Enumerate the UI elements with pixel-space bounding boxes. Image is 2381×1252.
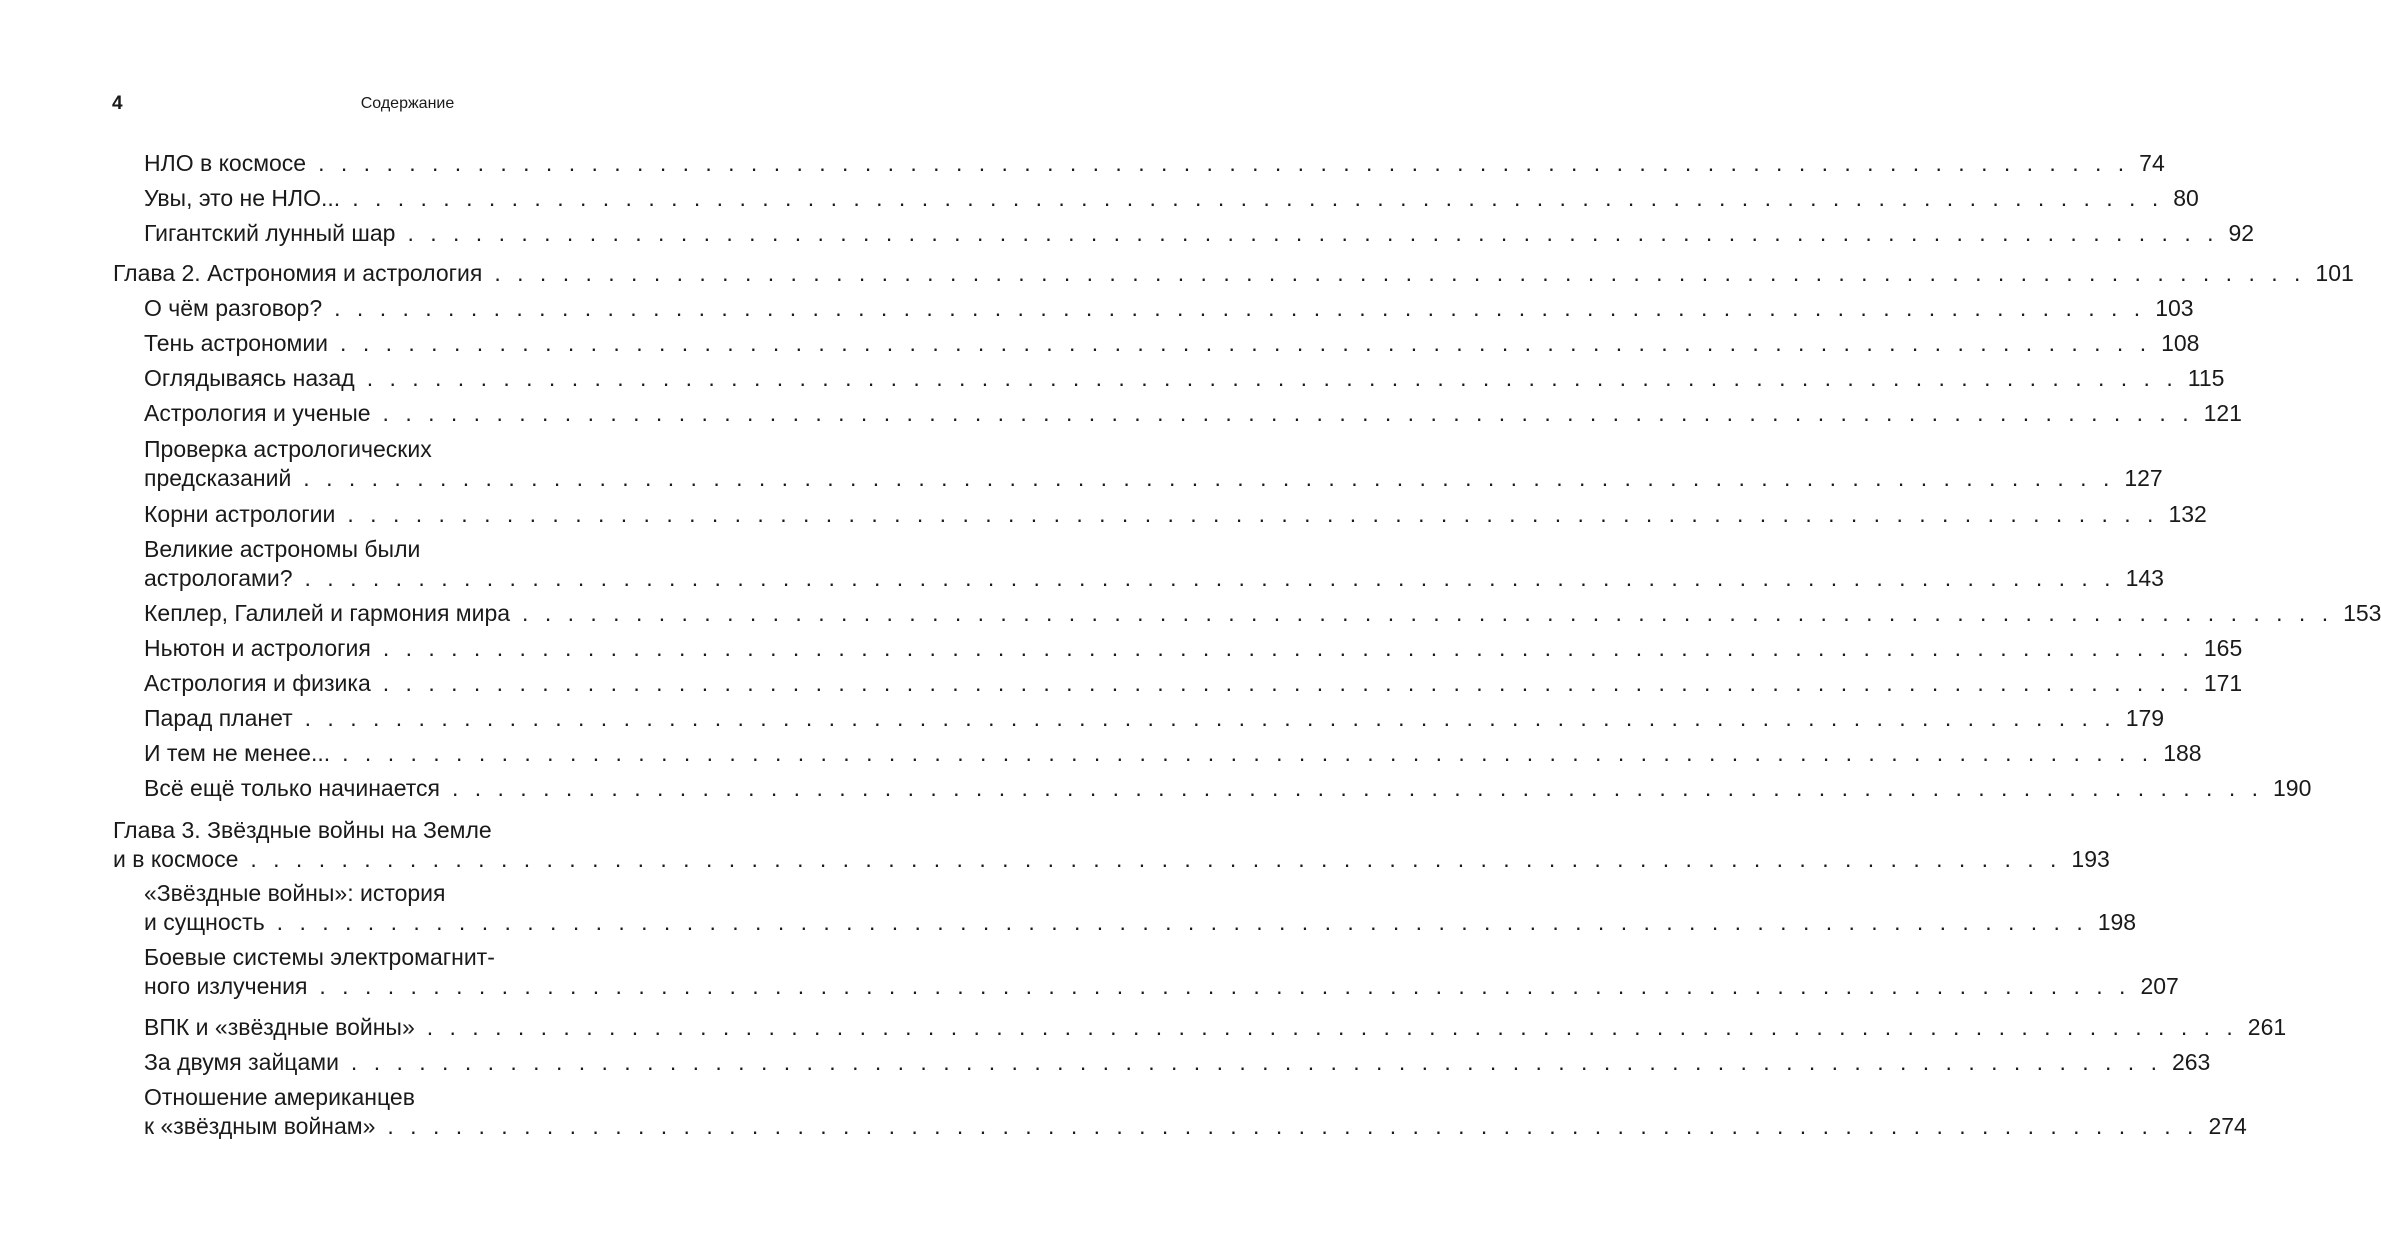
toc-entry-title: Оглядываясь назад xyxy=(144,365,355,391)
toc-entry-title: Глава 2. Астрономия и астрология xyxy=(113,260,483,286)
toc-page-number: 80 xyxy=(2173,185,2199,211)
toc-entry-title: Астрология и физика xyxy=(144,670,371,696)
dot-leader: . . . . . . . . . . . . . . . . . . . . . . . . . . . . . . . . . . . . . . . . . . . . . . . . . . . . . . . . . . . . . . . . . . . . . . . . . . . . . . . . xyxy=(342,740,2154,766)
toc-entry-title: ного излучения xyxy=(144,973,308,999)
toc-entry-line xyxy=(113,258,2354,288)
toc-page-number: 193 xyxy=(2071,846,2110,872)
toc-entry-line xyxy=(144,878,702,908)
toc-page-number: 179 xyxy=(2125,705,2165,731)
dot-leader: . . . . . . . . . . . . . . . . . . . . . . . . . . . . . . . . . . . . . . . . . . . . . . . . . . . . . . . . . . . . . . . . . . . . . . . . . . . . . . . . xyxy=(250,846,2062,872)
toc-section-entry[interactable] xyxy=(144,738,2202,768)
toc-section-entry[interactable] xyxy=(144,633,2243,663)
toc-entry-line xyxy=(144,148,2165,178)
toc-entry-title: Проверка астрологических xyxy=(144,436,432,462)
toc-page-number: 121 xyxy=(2203,400,2242,426)
toc-page-number: 103 xyxy=(2155,295,2194,321)
toc-entry-line xyxy=(144,942,702,972)
toc-section-entry[interactable] xyxy=(144,398,2242,428)
toc-entry-title: Глава 3. Звёздные войны на Земле xyxy=(113,817,492,843)
toc-section-entry[interactable] xyxy=(144,218,2255,248)
toc-page-number: 165 xyxy=(2203,635,2243,661)
toc-section-entry[interactable] xyxy=(144,773,2312,803)
dot-leader: . . . . . . . . . . . . . . . . . . . . . . . . . . . . . . . . . . . . . . . . . . . . . . . . . . . . . . . . . . . . . . . . . . . . . . . . . . . . . . . . xyxy=(382,400,2194,426)
toc-entry-title: О чём разговор? xyxy=(144,295,323,321)
toc-entry-title: Кеплер, Галилей и гармония мира xyxy=(144,600,511,626)
toc-entry-title: Корни астрологии xyxy=(144,501,336,527)
toc-entry-title: и сущность xyxy=(144,909,265,935)
toc-entry-line xyxy=(144,328,2200,358)
toc-entry-line xyxy=(144,1111,2247,1141)
toc-entry-title: И тем не менее... xyxy=(144,740,331,766)
toc-section-entry[interactable] xyxy=(144,148,2165,178)
toc-entry-title: Всё ещё только начинается xyxy=(144,775,440,801)
toc-section-entry[interactable] xyxy=(144,878,2137,937)
toc-entry-line xyxy=(144,907,2137,937)
toc-page-number: 171 xyxy=(2203,670,2243,696)
dot-leader: . . . . . . . . . . . . . . . . . . . . . . . . . . . . . . . . . . . . . . . . . . . . . . . . . . . . . . . . . . . . . . . . . . . . . . . . . . . . . . . . xyxy=(366,365,2178,391)
dot-leader: . . . . . . . . . . . . . . . . . . . . . . . . . . . . . . . . . . . . . . . . . . . . . . . . . . . . . . . . . . . . . . . . . . . . . . . . . . . . . . . . xyxy=(352,185,2164,211)
dot-leader: . . . . . . . . . . . . . . . . . . . . . . . . . . . . . . . . . . . . . . . . . . . . . . . . . . . . . . . . . . . . . . . . . . . . . . . . . . . . . . . . xyxy=(387,1113,2199,1139)
toc-page-number: 115 xyxy=(2187,365,2225,391)
toc-entry-line xyxy=(144,738,2202,768)
dot-leader: . . . . . . . . . . . . . . . . . . . . . . . . . . . . . . . . . . . . . . . . . . . . . . . . . . . . . . . . . . . . . . . . . . . . . . . . . . . . . . . . xyxy=(304,565,2116,591)
toc-entry-title: Тень астрономии xyxy=(144,330,329,356)
toc-section-entry[interactable] xyxy=(144,328,2200,358)
dot-leader: . . . . . . . . . . . . . . . . . . . . . . . . . . . . . . . . . . . . . . . . . . . . . . . . . . . . . . . . . . . . . . . . . . . . . . . . . . . . . . . . xyxy=(426,1014,2238,1040)
toc-page-number: 188 xyxy=(2163,740,2202,766)
toc-section-entry[interactable] xyxy=(144,1012,2287,1042)
toc-entry-line xyxy=(144,563,2164,593)
toc-page-number: 74 xyxy=(2139,150,2165,176)
toc-page-number: 127 xyxy=(2124,465,2163,491)
toc-entry-title: Парад планет xyxy=(144,705,293,731)
toc-entry-line xyxy=(144,363,2225,393)
toc-page-number: 263 xyxy=(2171,1049,2211,1075)
dot-leader: . . . . . . . . . . . . . . . . . . . . . . . . . . . . . . . . . . . . . . . . . . . . . . . . . . . . . . . . . . . . . . . . . . . . . . . . . . . . . . . . xyxy=(522,600,2334,626)
dot-leader: . . . . . . . . . . . . . . . . . . . . . . . . . . . . . . . . . . . . . . . . . . . . . . . . . . . . . . . . . . . . . . . . . . . . . . . . . . . . . . . . xyxy=(350,1049,2162,1075)
toc-section-entry[interactable] xyxy=(144,668,2243,698)
toc-page-number: 207 xyxy=(2140,973,2179,999)
dot-leader: . . . . . . . . . . . . . . . . . . . . . . . . . . . . . . . . . . . . . . . . . . . . . . . . . . . . . . . . . . . . . . . . . . . . . . . . . . . . . . . . xyxy=(340,330,2152,356)
dot-leader: . . . . . . . . . . . . . . . . . . . . . . . . . . . . . . . . . . . . . . . . . . . . . . . . . . . . . . . . . . . . . . . . . . . . . . . . . . . . . . . . xyxy=(451,775,2264,801)
toc-section-entry[interactable] xyxy=(144,598,2381,628)
toc-section-entry[interactable] xyxy=(144,183,2199,213)
toc-entry-title: НЛО в космосе xyxy=(144,150,307,176)
toc-entry-title: астрологами? xyxy=(144,565,293,591)
toc-entry-title: предсказаний xyxy=(144,465,292,491)
toc-entry-line xyxy=(144,398,2242,428)
toc-entry-title: «Звёздные войны»: история xyxy=(144,880,446,906)
toc-section-entry[interactable] xyxy=(144,499,2207,529)
toc-entry-title: Отношение американцев xyxy=(144,1084,415,1110)
toc-section-entry[interactable] xyxy=(144,293,2194,323)
toc-entry-title: Великие астрономы были xyxy=(144,536,421,562)
toc-page-number: 274 xyxy=(2208,1113,2247,1139)
dot-leader: . . . . . . . . . . . . . . . . . . . . . . . . . . . . . . . . . . . . . . . . . . . . . . . . . . . . . . . . . . . . . . . . . . . . . . . . . . . . . . . . xyxy=(382,670,2194,696)
toc-page-number: 261 xyxy=(2247,1014,2287,1040)
toc-entry-line xyxy=(144,1082,702,1112)
toc-entry-title: Гигантский лунный шар xyxy=(144,220,396,246)
running-head: Содержание xyxy=(360,95,455,112)
toc-section-entry[interactable] xyxy=(144,434,2163,493)
toc-page-number: 190 xyxy=(2273,775,2312,801)
toc-chapter-entry[interactable] xyxy=(113,815,2110,874)
dot-leader: . . . . . . . . . . . . . . . . . . . . . . . . . . . . . . . . . . . . . . . . . . . . . . . . . . . . . . . . . . . . . . . . . . . . . . . . . . . . . . . . xyxy=(407,220,2219,246)
toc-section-entry[interactable] xyxy=(144,1082,2247,1141)
dot-leader: . . . . . . . . . . . . . . . . . . . . . . . . . . . . . . . . . . . . . . . . . . . . . . . . . . . . . . . . . . . . . . . . . . . . . . . . . . . . . . . . xyxy=(494,260,2306,286)
toc-entry-title: ВПК и «звёздные войны» xyxy=(144,1014,415,1040)
toc-entry-line xyxy=(144,703,2165,733)
toc-section-entry[interactable] xyxy=(144,1047,2211,1077)
dot-leader: . . . . . . . . . . . . . . . . . . . . . . . . . . . . . . . . . . . . . . . . . . . . . . . . . . . . . . . . . . . . . . . . . . . . . . . . . . . . . . . . xyxy=(304,705,2116,731)
toc-entry-title: к «звёздным войнам» xyxy=(144,1113,376,1139)
dot-leader: . . . . . . . . . . . . . . . . . . . . . . . . . . . . . . . . . . . . . . . . . . . . . . . . . . . . . . . . . . . . . . . . . . . . . . . . . . . . . . . . xyxy=(382,635,2194,661)
dot-leader: . . . . . . . . . . . . . . . . . . . . . . . . . . . . . . . . . . . . . . . . . . . . . . . . . . . . . . . . . . . . . . . . . . . . . . . . . . . . . . . . xyxy=(347,501,2159,527)
page-number: 4 xyxy=(112,93,123,114)
toc-section-entry[interactable] xyxy=(144,534,2164,593)
toc-chapter-entry[interactable] xyxy=(113,258,2354,288)
toc-entry-line xyxy=(144,1047,2211,1077)
toc-page-number: 143 xyxy=(2125,565,2164,591)
dot-leader: . . . . . . . . . . . . . . . . . . . . . . . . . . . . . . . . . . . . . . . . . . . . . . . . . . . . . . . . . . . . . . . . . . . . . . . . . . . . . . . . xyxy=(334,295,2146,321)
toc-entry-line xyxy=(113,844,2110,874)
toc-entry-title: Боевые системы электромагнит- xyxy=(144,944,495,970)
toc-entry-title: За двумя зайцами xyxy=(144,1049,339,1075)
dot-leader: . . . . . . . . . . . . . . . . . . . . . . . . . . . . . . . . . . . . . . . . . . . . . . . . . . . . . . . . . . . . . . . . . . . . . . . . . . . . . . . . xyxy=(318,150,2130,176)
toc-entry-line xyxy=(144,183,2199,213)
toc-entry-line xyxy=(144,633,2243,663)
toc-page-number: 101 xyxy=(2315,260,2354,286)
toc-entry-line xyxy=(144,668,2243,698)
toc-section-entry[interactable] xyxy=(144,942,2179,1001)
toc-section-entry[interactable] xyxy=(144,703,2165,733)
toc-entry-line xyxy=(113,815,702,845)
toc-entry-line xyxy=(144,463,2163,493)
dot-leader: . . . . . . . . . . . . . . . . . . . . . . . . . . . . . . . . . . . . . . . . . . . . . . . . . . . . . . . . . . . . . . . . . . . . . . . . . . . . . . . . xyxy=(276,909,2088,935)
toc-entry-line xyxy=(144,598,2381,628)
toc-entry-title: Астрология и ученые xyxy=(144,400,371,426)
toc-entry-line xyxy=(144,773,2312,803)
toc-page-number: 92 xyxy=(2228,220,2255,246)
toc-entry-line xyxy=(144,971,2179,1001)
toc-entry-title: Ньютон и астрология xyxy=(144,635,371,661)
toc-entry-line xyxy=(144,499,2207,529)
toc-page-number: 108 xyxy=(2161,330,2200,356)
toc-page-number: 153 xyxy=(2343,600,2381,626)
toc-entry-title: Увы, это не НЛО... xyxy=(144,185,341,211)
dot-leader: . . . . . . . . . . . . . . . . . . . . . . . . . . . . . . . . . . . . . . . . . . . . . . . . . . . . . . . . . . . . . . . . . . . . . . . . . . . . . . . . xyxy=(303,465,2115,491)
toc-entry-line xyxy=(144,534,702,564)
toc-entry-line xyxy=(144,293,2194,323)
toc-page-number: 198 xyxy=(2097,909,2137,935)
toc-entry-title: и в космосе xyxy=(113,846,239,872)
toc-page-number: 132 xyxy=(2168,501,2207,527)
dot-leader: . . . . . . . . . . . . . . . . . . . . . . . . . . . . . . . . . . . . . . . . . . . . . . . . . . . . . . . . . . . . . . . . . . . . . . . . . . . . . . . . xyxy=(319,973,2131,999)
toc-entry-line xyxy=(144,218,2255,248)
toc-entry-line xyxy=(144,434,702,464)
toc-section-entry[interactable] xyxy=(144,363,2225,393)
toc-entry-line xyxy=(144,1012,2287,1042)
